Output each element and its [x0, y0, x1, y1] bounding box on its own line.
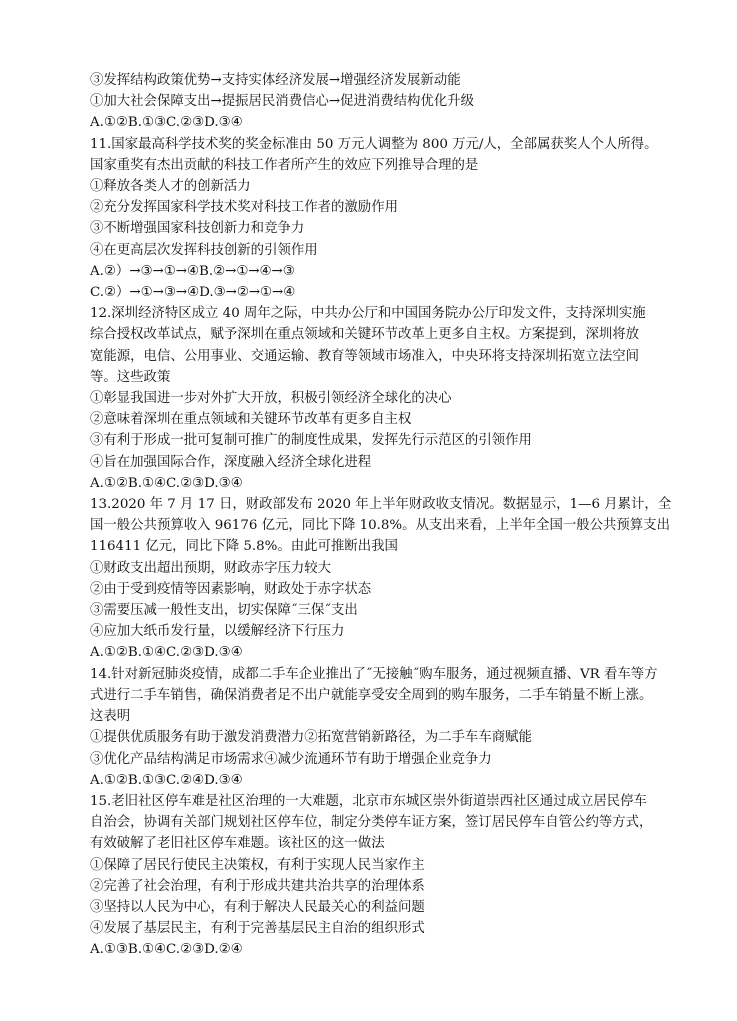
q13-stem-line-1: 13.2020 年 7 月 17 日，财政部发布 2020 年上半年财政收支情况。数据显示，1—6 月累计，全 [90, 497, 672, 513]
q12-item-3: ③有利于形成一批可复制可推广的制度性成果，发挥先行示范区的引领作用 [90, 433, 532, 449]
q14-stem-line-1: 14.针对新冠肺炎疫情，成都二手车企业推出了˝无接触˝购车服务，通过视频直播、VR 看车等方 [90, 666, 658, 682]
q12-stem-line-2: 综合授权改革试点，赋予深圳在重点领域和关键环节改革上更多自主权。方案提到，深圳将放 [90, 327, 640, 343]
q11-stem-line-2: 国家重奖有杰出贡献的科技工作者所产生的效应下列推导合理的是 [90, 157, 479, 173]
q10-option-3: ③发挥结构政策优势→支持实体经济发展→增强经济发展新动能 [90, 73, 461, 88]
q14-items-3-4: ③优化产品结构满足市场需求④减少流通环节有助于增强企业竞争力 [90, 751, 492, 767]
q13-item-3: ③需要压减一般性支出，切实保障˝三保˝支出 [90, 603, 358, 619]
q13-stem-line-2: 国一般公共预算收入 96176 亿元，同比下降 10.8%。从支出来看，上半年全国一般公共预算支出 [90, 518, 670, 534]
q13-answer-choices: A.①②B.①④C.②③D.③④ [90, 645, 243, 661]
q15-stem-line-1: 15.老旧社区停车难是社区治理的一大难题，北京市东城区崇外街道崇西社区通过成立居民停车 [90, 793, 647, 809]
q11-answer-choices-cd: C.②）→①→③→④D.③→②→①→④ [90, 285, 296, 301]
question-12 [90, 303, 707, 494]
q15-stem-line-3: 有效破解了老旧社区停车难题。该社区的这一做法 [90, 836, 385, 852]
q12-item-1: ①彰显我国进一步对外扩大开放，积极引领经济全球化的决心 [90, 391, 452, 407]
q14-answer-choices: A.①②B.①③C.②④D.③④ [90, 772, 243, 788]
q11-stem-line-1: 11.国家最高科学技术奖的奖金标准由 50 万元人调整为 800 万元/人，全部属获奖人个人所得。 [90, 136, 658, 152]
q11-item-1: ①释放各类人才的创新活力 [90, 179, 251, 195]
q11-answer-choices-ab: A.②）→③→①→④B.②→①→④→③ [90, 263, 295, 279]
q12-stem-line-3: 宽能源，电信、公用事业、交通运输、教育等领域市场准入，中央环将支持深圳拓宽立法空间 [90, 348, 640, 364]
question-11 [90, 134, 707, 304]
q13-item-1: ①财政支出超出预期，财政赤字压力较大 [90, 560, 332, 576]
question-13 [90, 494, 707, 664]
q15-stem-line-2: 自治会，协调有关部门规划社区停车位，制定分类停车证方案，签订居民停车自管公约等方式， [90, 815, 653, 831]
q12-item-4: ④旨在加强国际合作，深度融入经济全球化进程 [90, 454, 372, 470]
q11-item-2: ②充分发挥国家科学技术奖对科技工作者的激励作用 [90, 200, 398, 216]
question-10-tail [90, 70, 707, 134]
q14-items-1-2: ①提供优质服务有助于激发消费潜力②拓宽营销新路径，为二手车车商赋能 [90, 730, 532, 746]
q10-answer-choices: A.①②B.①③C.②③D.③④ [90, 115, 243, 131]
q15-item-2: ②完善了社会治理，有利于形成共建共治共享的治理体系 [90, 878, 425, 894]
q13-stem-line-3: 116411 亿元，同比下降 5.8%。由此可推断出我国 [90, 539, 398, 555]
q12-stem-line-1: 12.深圳经济特区成立 40 周年之际，中共办公厅和中国国务院办公厅印发文件，支持深圳实施 [90, 306, 646, 322]
q15-item-3: ③坚持以人民为中心，有利于解决人民最关心的利益问题 [90, 899, 425, 915]
q11-item-3: ③不断增强国家科技创新力和竞争力 [90, 221, 305, 237]
q15-item-1: ①保障了居民行使民主决策权，有利于实现人民当家作主 [90, 857, 425, 873]
q14-stem-line-2: 式进行二手车销售，确保消费者足不出户就能享受安全周到的购车服务，二手车销量不断上涨。 [90, 687, 653, 703]
q15-item-4: ④发展了基层民主，有利于完善基层民主自治的组织形式 [90, 921, 425, 937]
question-14 [90, 664, 707, 791]
q12-stem-line-4: 等。这些政策 [90, 369, 171, 385]
q11-item-4: ④在更高层次发挥科技创新的引领作用 [90, 242, 318, 258]
q14-stem-line-3: 这表明 [90, 709, 131, 725]
q13-item-4: ④应加大纸币发行量，以缓解经济下行压力 [90, 624, 345, 640]
question-15 [90, 791, 707, 961]
q13-item-2: ②由于受到疫情等因素影响，财政处于赤字状态 [90, 581, 372, 597]
q15-answer-choices: A.①③B.①④C.②③D.②④ [90, 942, 243, 958]
q12-answer-choices: A.①②B.①④C.②③D.③④ [90, 475, 243, 491]
q10-option-4: ①加大社会保障支出→提振居民消费信心→促进消费结构优化升级 [90, 94, 474, 110]
q12-item-2: ②意味着深圳在重点领域和关键环节改革有更多自主权 [90, 412, 412, 428]
